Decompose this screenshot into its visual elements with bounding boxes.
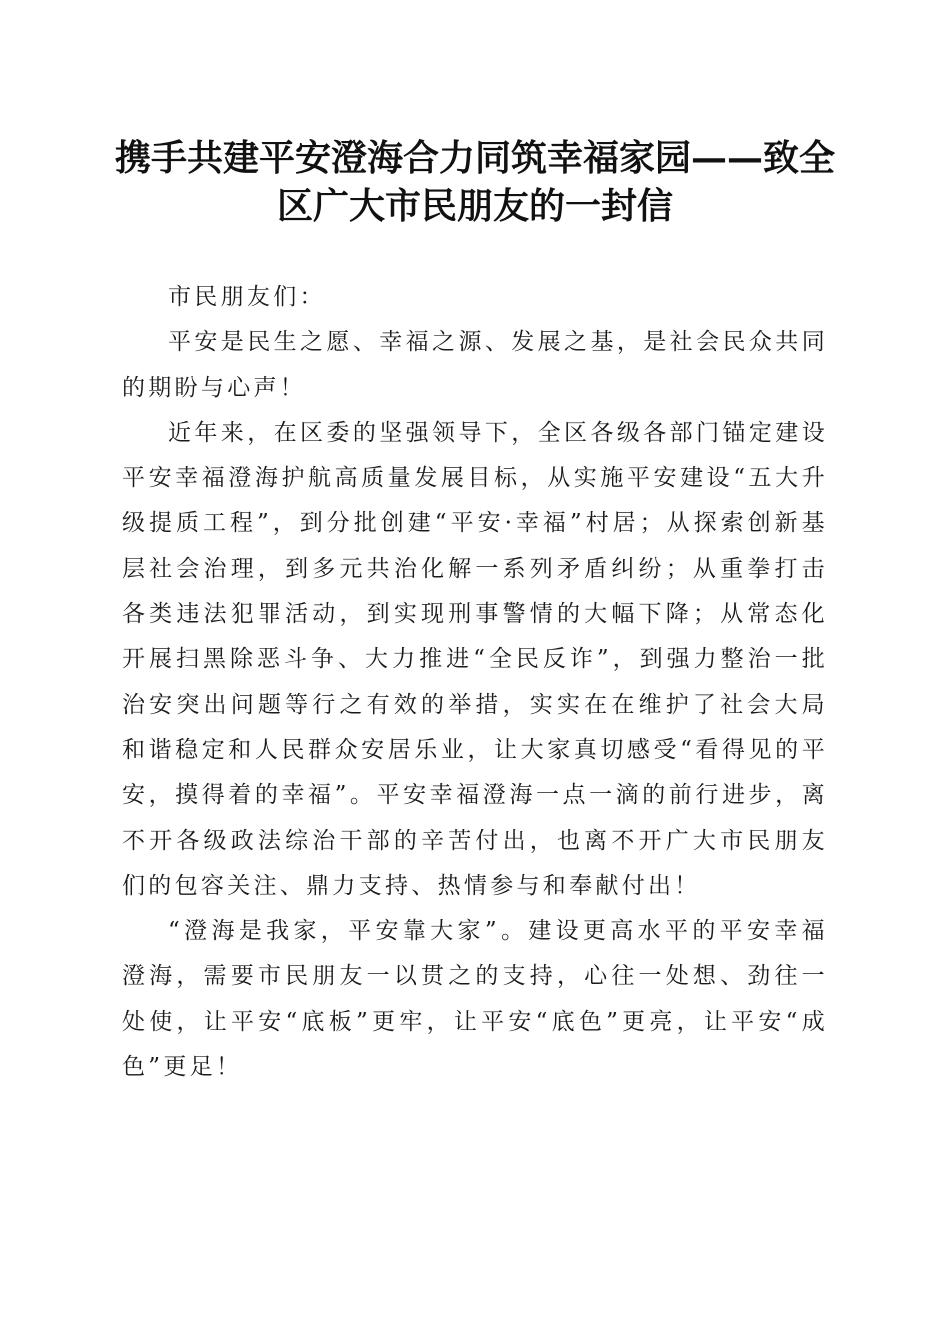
paragraph-2: 近年来，在区委的坚强领导下，全区各级各部门锚定建设平安幸福澄海护航高质量发展目标，从实施平安建设“五大升级提质工程”，到分批创建“平安·幸福”村居；从探索创新基层社会治理，到多元共治化解一系列矛盾纠纷；从重拳打击各类违法犯罪活动，到实现刑事警情的大幅下降；从常态化开展扫黑除恶斗争、大力推进“全民反诈”，到强力整治一批治安突出问题等行之有效的举措，实实在在维护了社会大局和谐稳定和人民群众安居乐业，让大家真切感受“看得见的平安，摸得着的幸福”。平安幸福澄海一点一滴的前行进步，离不开各级政法综治干部的辛苦付出，也离不开广大市民朋友们的包容关注、鼎力支持、热情参与和奉献付出！ [122,419,828,899]
salutation: 市民朋友们： [168,284,326,310]
paragraph-3: “澄海是我家，平安靠大家”。建设更高水平的平安幸福澄海，需要市民朋友一以贯之的支持，心往一处想、劲往一处使，让平安“底板”更牢，让平安“底色”更亮，让平安“成色”更足！ [122,918,828,1081]
paragraph-1: 平安是民生之愿、幸福之源、发展之基，是社会民众共同的期盼与心声！ [122,329,828,401]
letter-body [122,275,828,1090]
document-title: 携手共建平安澄海合力同筑幸福家园——致全区广大市民朋友的一封信 [114,137,835,227]
